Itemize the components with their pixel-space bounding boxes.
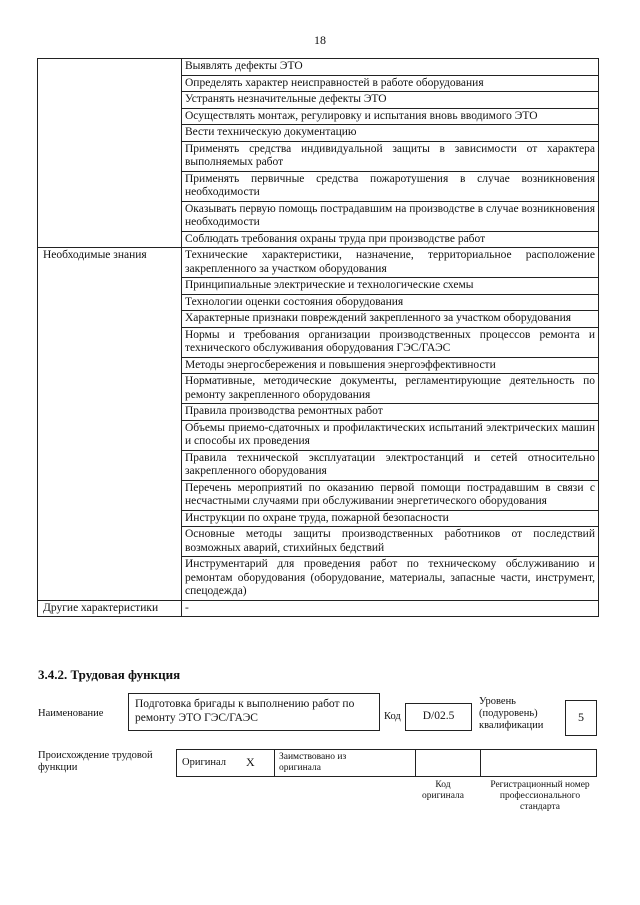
code-label: Код — [384, 711, 401, 722]
original-label: Оригинал — [182, 757, 226, 768]
row-text: Характерные признаки повреждений закрепленного за участком оборудования — [182, 311, 599, 328]
row-text: - — [182, 600, 599, 617]
reg-caption: Регистрационный номер профессионального стандарта — [490, 780, 590, 812]
row-text: Устранять незначительные дефекты ЭТО — [182, 92, 599, 109]
row-text: Оказывать первую помощь пострадавшим на производстве в случае возникновения необходимости — [182, 201, 599, 231]
code-caption: Код оригинала — [422, 780, 464, 801]
row-label: Другие характеристики — [38, 600, 182, 617]
borrowed-label: Заимствовано из оригинала — [279, 752, 347, 773]
section-title: 3.4.2. Трудовая функция — [38, 667, 181, 682]
level-label: Уровень (подуровень) квалификации — [479, 696, 544, 731]
row-text: Основные методы защиты производственных работников от последствий возможных аварий, стихийных бедствий — [182, 527, 599, 557]
level-box — [565, 700, 597, 736]
table-row — [38, 248, 599, 278]
code-value: D/02.5 — [422, 710, 455, 722]
row-text: Определять характер неисправностей в работе оборудования — [182, 75, 599, 92]
row-text: Инструкции по охране труда, пожарной безопасности — [182, 510, 599, 527]
row-text: Технологии оценки состояния оборудования — [182, 294, 599, 311]
level-value: 5 — [578, 710, 584, 724]
origin-row — [176, 749, 597, 777]
row-text: Применять средства индивидуальной защиты в зависимости от характера выполняемых работ — [182, 141, 599, 171]
row-text: Применять первичные средства пожаротушения в случае возникновения необходимости — [182, 171, 599, 201]
origin-label: Происхождение трудовой функции — [38, 750, 153, 773]
row-label: Необходимые знания — [38, 248, 182, 601]
original-mark: X — [246, 755, 255, 769]
row-text: Нормативные, методические документы, регламентирующие деятельность по ремонту закрепленного оборудования — [182, 374, 599, 404]
row-text: Принципиальные электрические и технологические схемы — [182, 278, 599, 295]
row-label — [38, 59, 182, 248]
name-value: Подготовка бригады к выполнению работ по ремонту ЭТО ГЭС/ГАЭС — [135, 698, 355, 724]
row-text: Объемы приемо-сдаточных и профилактических испытаний электрических машин и способы их проведения — [182, 420, 599, 450]
divider — [480, 750, 481, 776]
row-text: Соблюдать требования охраны труда при производстве работ — [182, 231, 599, 248]
row-text: Правила производства ремонтных работ — [182, 404, 599, 421]
row-text: Технические характеристики, назначение, территориальное расположение закрепленного за участком оборудования — [182, 248, 599, 278]
table-row — [38, 59, 599, 76]
name-label: Наименование — [38, 708, 104, 719]
row-text: Инструментарий для проведения работ по техническому обслуживанию и ремонтам оборудования (оборудование, материалы, запасные части, инструмент, спецодежда) — [182, 557, 599, 601]
code-box — [405, 703, 472, 731]
table-row — [38, 600, 599, 617]
row-text: Методы энергосбережения и повышения энергоэффективности — [182, 357, 599, 374]
knowledge-table — [37, 58, 599, 617]
row-text: Осуществлять монтаж, регулировку и испытания вновь вводимого ЭТО — [182, 108, 599, 125]
divider — [274, 750, 275, 776]
name-box — [128, 693, 380, 731]
row-text: Выявлять дефекты ЭТО — [182, 59, 599, 76]
row-text: Перечень мероприятий по оказанию первой помощи пострадавшим в связи с несчастными случаями при обслуживании энергетического оборудования — [182, 480, 599, 510]
row-text: Правила технической эксплуатации электростанций и сетей относительно закрепленного оборудования — [182, 450, 599, 480]
row-text: Нормы и требования организации производственных процессов ремонта и технического обслуживания оборудования ГЭС/ГАЭС — [182, 327, 599, 357]
page-number: 18 — [314, 33, 326, 47]
row-text: Вести техническую документацию — [182, 125, 599, 142]
divider — [415, 750, 416, 776]
